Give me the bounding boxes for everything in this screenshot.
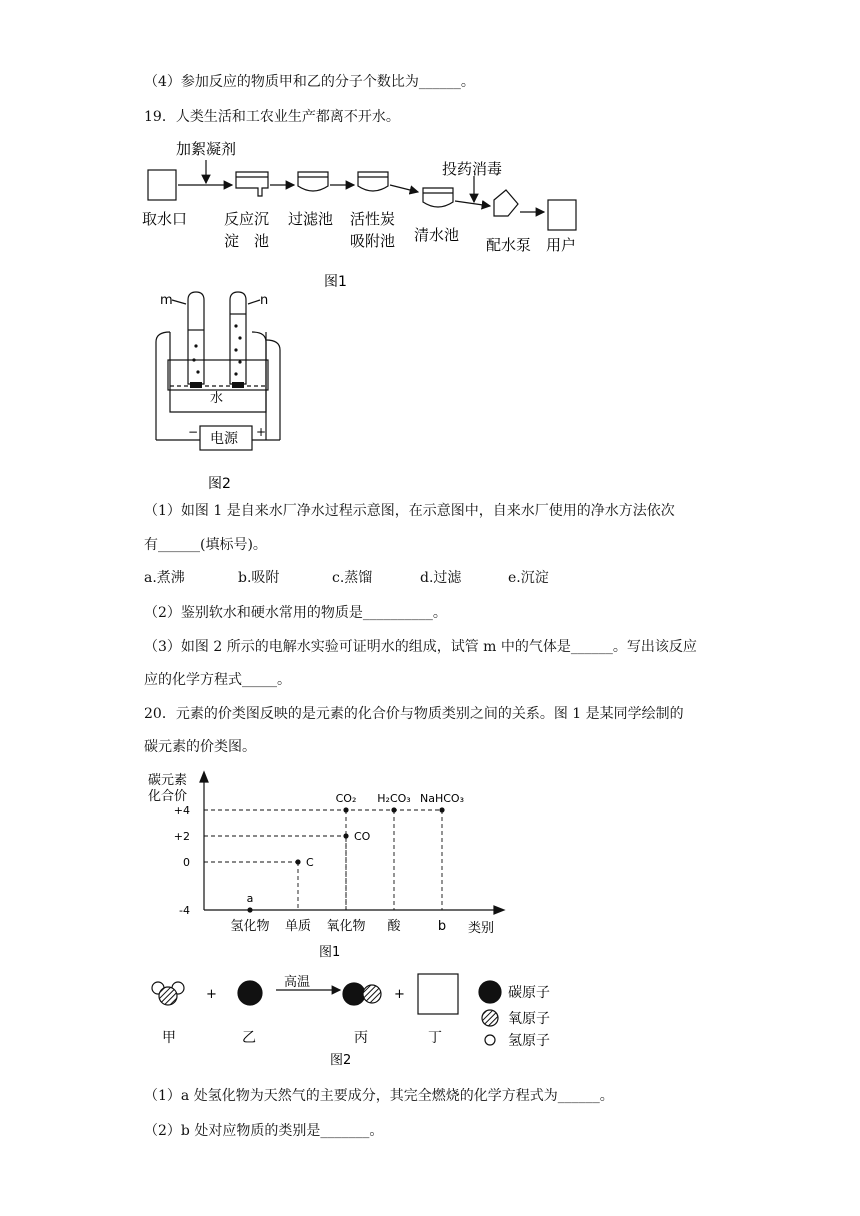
question-19-part1-line1: （1）如图 1 是自来水厂净水过程示意图，在示意图中，自来水厂使用的净水方法依次: [144, 503, 675, 519]
legend-oxygen-label: 氧原子: [508, 1011, 550, 1027]
question-19-title: 19．人类生活和工农业生产都离不开水。: [144, 109, 400, 125]
product-bing: 丙: [354, 1030, 368, 1046]
option-b: b.吸附: [238, 570, 280, 586]
positive-terminal: +: [256, 425, 267, 439]
point-label: C: [306, 856, 314, 869]
figure-1-caption: 图1: [324, 274, 347, 290]
y-tick-label: -4: [179, 904, 190, 917]
y-tick-label: +4: [173, 804, 190, 817]
y-axis-label-1: 碳元素: [148, 773, 188, 788]
coagulant-label: 加絮凝剂: [176, 140, 237, 158]
x-category-label: 酸: [387, 919, 401, 934]
x-category-label: b: [437, 919, 447, 934]
carbon-tank-label-2: 吸附池: [350, 232, 396, 250]
reaction-condition: 高温: [284, 975, 311, 990]
product-ding: 丁: [428, 1030, 442, 1046]
y-axis-label-2: 化合价: [148, 789, 188, 804]
legend-hydrogen-label: 氢原子: [508, 1033, 550, 1049]
negative-terminal: −: [188, 425, 199, 439]
reactant-yi: 乙: [242, 1030, 256, 1046]
option-a: a.煮沸: [144, 570, 185, 586]
question-19-part1-line2: 有______(填标号)。: [144, 537, 267, 553]
question-18-part4: （4）参加反应的物质甲和乙的分子个数比为______。: [144, 74, 475, 90]
x-category-label: 氢化物: [230, 919, 270, 934]
data-point: [295, 859, 300, 864]
point-label: a: [246, 892, 254, 905]
question-20-part2: （2）b 处对应物质的类别是_______。: [144, 1123, 384, 1139]
question-19-part3-line2: 应的化学方程式_____。: [144, 672, 291, 688]
point-label: NaHCO₃: [420, 792, 464, 805]
option-c: c.蒸馏: [332, 570, 373, 586]
question-19-part3-line1: （3）如图 2 所示的电解水实验可证明水的组成，试管 m 中的气体是______。写出该反应: [144, 639, 697, 655]
data-point: [391, 807, 396, 812]
chart-caption: 图1: [319, 945, 341, 960]
data-point: [343, 807, 348, 812]
power-source-label: 电源: [210, 431, 238, 447]
water-label: 水: [210, 391, 224, 406]
option-d: d.过滤: [420, 570, 462, 586]
legend-hydrogen-icon: [485, 1035, 495, 1045]
question-19-part2: （2）鉴别软水和硬水常用的物质是__________。: [144, 605, 447, 621]
reaction-tank-label-2: 淀 池: [224, 232, 270, 250]
disinfect-label: 投药消毒: [442, 160, 503, 178]
legend-carbon-icon: [479, 981, 501, 1003]
y-tick-label: 0: [183, 856, 190, 869]
tube-n-label: n: [260, 293, 269, 308]
co-molecule-o: [363, 985, 381, 1003]
legend-oxygen-icon: [482, 1010, 498, 1026]
carbon-atom: [238, 981, 262, 1005]
x-axis-label: 类别: [468, 921, 495, 936]
question-20-line2: 碳元素的价类图。: [144, 739, 256, 755]
data-point: [247, 907, 252, 912]
pump-label: 配水泵: [486, 236, 532, 254]
filter-tank-label: 过滤池: [288, 210, 334, 228]
clear-tank-label: 清水池: [414, 226, 460, 244]
x-category-label: 单质: [284, 919, 312, 934]
water-molecule-o: [159, 987, 177, 1005]
carbon-tank-label-1: 活性炭: [350, 210, 396, 228]
reaction-tank-label-1: 反应沉: [224, 210, 270, 228]
figure-2-caption: 图2: [208, 476, 231, 492]
point-label: CO: [354, 830, 371, 843]
data-point: [343, 833, 348, 838]
point-label: H₂CO₃: [377, 792, 411, 805]
point-label: CO₂: [335, 792, 357, 805]
reaction-figure-caption: 图2: [330, 1053, 352, 1068]
reactant-jia: 甲: [162, 1030, 176, 1046]
y-tick-label: +2: [173, 830, 190, 843]
carbon-valence-chart: [144, 768, 514, 964]
intake-label: 取水口: [142, 210, 188, 228]
electrolysis-diagram: [148, 290, 288, 494]
option-e: e.沉淀: [508, 570, 549, 586]
question-20-part1: （1）a 处氢化物为天然气的主要成分，其完全燃烧的化学方程式为______。: [144, 1088, 614, 1104]
plus-sign-2: +: [394, 987, 405, 1002]
x-category-label: 氧化物: [326, 919, 366, 934]
data-point: [439, 807, 444, 812]
question-20-line1: 20．元素的价类图反映的是元素的化合价与物质类别之间的关系。图 1 是某同学绘制的: [144, 706, 684, 722]
co-molecule-c: [343, 983, 365, 1005]
unknown-product-box: [418, 974, 458, 1014]
water-treatment-diagram: [140, 136, 600, 290]
reaction-particle-diagram: [146, 966, 566, 1070]
user-label: 用户: [546, 236, 577, 254]
plus-sign-1: +: [206, 987, 217, 1002]
legend-carbon-label: 碳原子: [508, 985, 550, 1001]
tube-m-label: m: [160, 293, 173, 308]
